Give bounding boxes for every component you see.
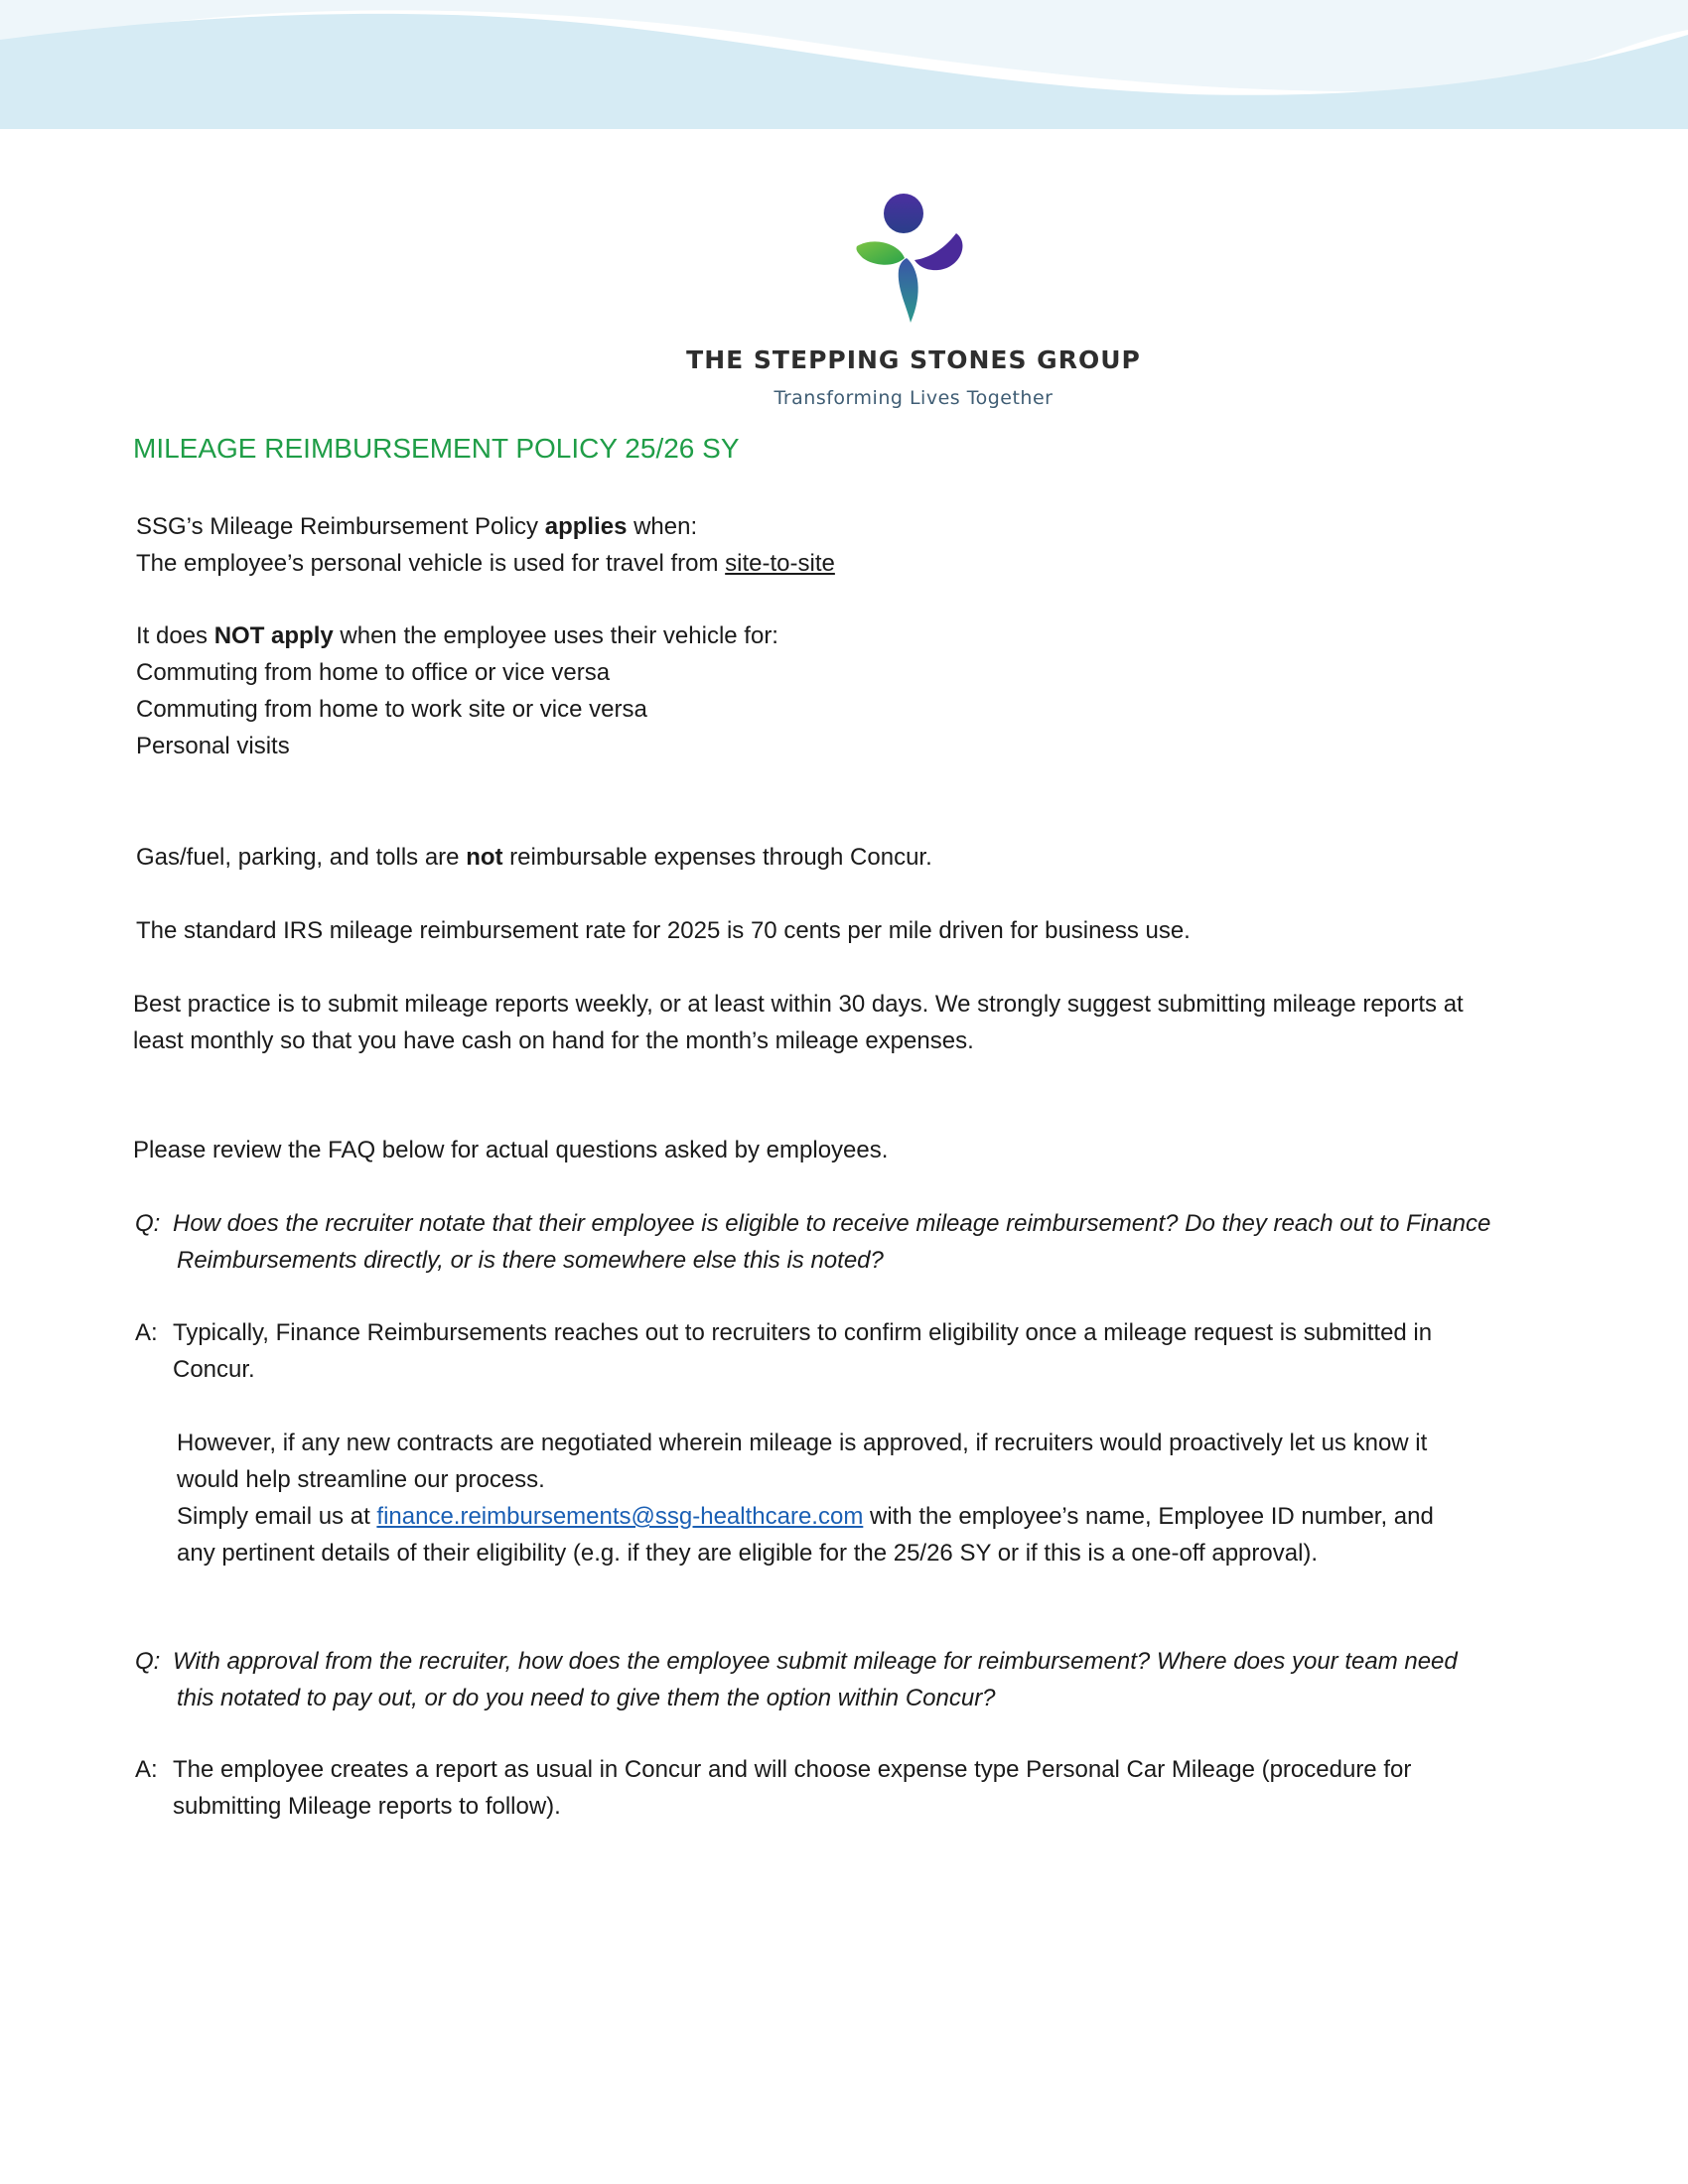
not-apply-line: It does NOT apply when the employee uses their vehicle for: — [136, 622, 778, 649]
best-practice-note: Best practice is to submit mileage reports weekly, or at least within 30 days. We strongly suggest submitting mileage reports at least monthly so that you have cash on hand for the month’s mileage expenses. — [133, 991, 1464, 1054]
question-label: Q: — [135, 1648, 161, 1675]
faq-answer: A: The employee creates a report as usual in Concur and will choose expense type Personal Car Mileage (procedure for submitting Mileage reports to follow). — [135, 1751, 1585, 1825]
logo-company-name: THE STEPPING STONES GROUP — [686, 345, 1141, 374]
question-label: Q: — [135, 1210, 161, 1237]
answer-label: A: — [135, 1319, 158, 1346]
logo-tagline: Transforming Lives Together — [774, 387, 1054, 409]
site-to-site-text: site-to-site — [725, 550, 835, 577]
faq-question: Q: With approval from the recruiter, how does the employee submit mileage for reimbursement? Where does your team need this notated to pay out, or do you need to give them the option within Concur? — [135, 1643, 1585, 1716]
company-logo — [685, 179, 1142, 417]
page-title: MILEAGE REIMBURSEMENT POLICY 25/26 SY — [133, 433, 740, 464]
not-apply-item: Personal visits — [136, 733, 290, 759]
finance-email-link[interactable]: finance.reimbursements@ssg-healthcare.com — [376, 1503, 864, 1530]
answer-label: A: — [135, 1756, 158, 1783]
faq-answer: A: Typically, Finance Reimbursements reaches out to recruiters to confirm eligibility once a mileage request is submitted in Concur. However, if any new contracts are negotiated wherein mileage is approved, if recruiters would proactively let us know it would help streamline our process. Simply email us at finance.reimbursements@ssg-healthcare.com with the employee’s name, Employee ID number, and any pertinent details of their eligibility (e.g. if they are eligible for the 25/26 SY or if this is a one-off approval). — [135, 1314, 1585, 1571]
applies-line: SSG’s Mileage Reimbursement Policy applies when: — [136, 513, 698, 540]
gas-fuel-note: Gas/fuel, parking, and tolls are not reimbursable expenses through Concur. — [136, 844, 932, 871]
header-wave-decoration — [0, 0, 1688, 139]
faq-intro: Please review the FAQ below for actual questions asked by employees. — [133, 1137, 889, 1163]
irs-rate-note: The standard IRS mileage reimbursement rate for 2025 is 70 cents per mile driven for business use. — [136, 917, 1191, 944]
not-apply-section — [136, 617, 778, 764]
faq-question: Q: How does the recruiter notate that their employee is eligible to receive mileage reimbursement? Do they reach out to Finance Reimbursements directly, or is there somewhere else this is noted? — [135, 1205, 1585, 1279]
stepping-stones-figure-icon — [849, 189, 978, 338]
not-apply-item: Commuting from home to work site or vice versa — [136, 696, 647, 723]
applies-section — [136, 508, 835, 582]
not-apply-item: Commuting from home to office or vice versa — [136, 659, 611, 686]
site-to-site-line: The employee’s personal vehicle is used for travel from site-to-site — [136, 550, 835, 577]
